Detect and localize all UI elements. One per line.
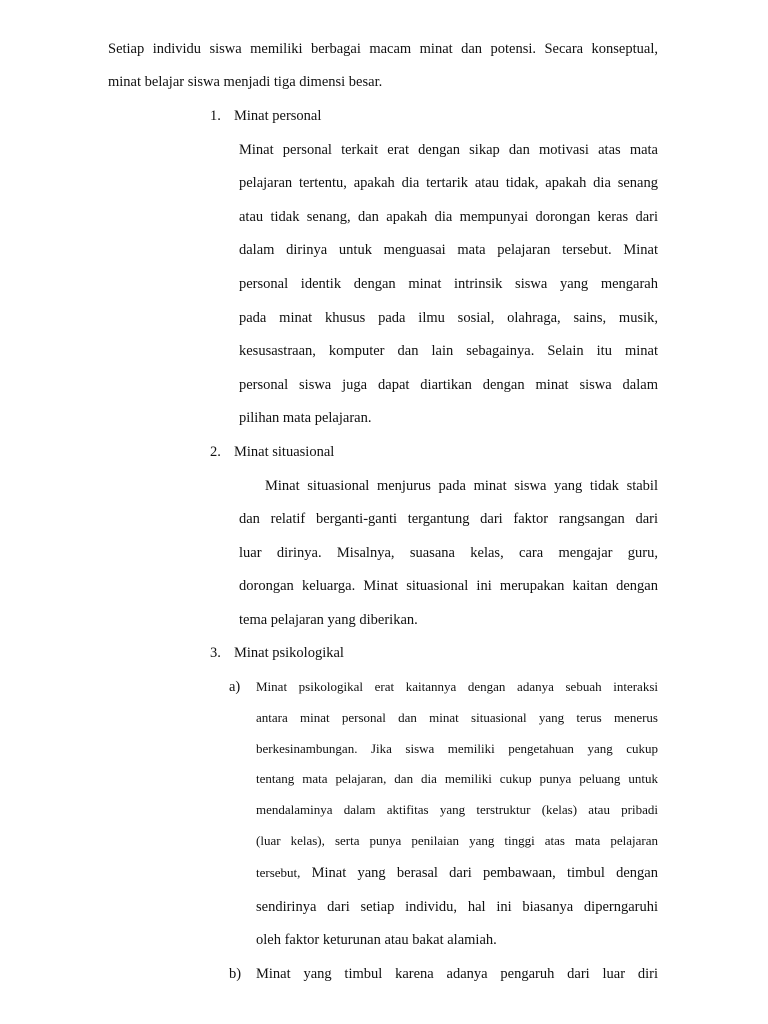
subitem-a-line: tentang mata pelajaran, dan dia memiliki cukup punya peluang untuk [256, 771, 658, 786]
intro-line-2: minat belajar siswa menjadi tiga dimensi besar. [108, 74, 383, 90]
item-1-line: Minat personal terkait erat dengan sikap dan motivasi atas mata [239, 142, 658, 158]
item-2-title: Minat situasional [234, 444, 335, 460]
intro-line-1: Setiap individu siswa memiliki berbagai macam minat dan potensi. Secara konseptual, [108, 41, 658, 57]
subitem-a-line: (luar kelas), serta punya penilaian yang tinggi atas mata pelajaran [256, 833, 658, 848]
item-1-line: pada minat khusus pada ilmu sosial, olahraga, sains, musik, [239, 310, 658, 326]
item-1-line: pilihan mata pelajaran. [239, 410, 372, 426]
subitem-a-line: sendirinya dari setiap individu, hal ini biasanya diperngaruhi [256, 899, 658, 915]
item-1-line: personal identik dengan minat intrinsik siswa yang mengarah [239, 276, 658, 292]
item-2-line: luar dirinya. Misalnya, suasana kelas, cara mengajar guru, [239, 545, 658, 561]
item-1-line: atau tidak senang, dan apakah dia mempunyai dorongan keras dari [239, 209, 658, 225]
item-1-line: dalam dirinya untuk menguasai mata pelajaran tersebut. Minat [239, 242, 658, 258]
item-2-line: tema pelajaran yang diberikan. [239, 612, 418, 628]
item-2-number: 2. [210, 444, 221, 460]
item-1-title: Minat personal [234, 108, 322, 124]
subitem-b-line: Minat yang timbul karena adanya pengaruh dari luar diri [256, 966, 658, 982]
subitem-a-mixed-line [256, 863, 658, 883]
subitem-a-marker: a) [229, 679, 241, 695]
subitem-a-line: antara minat personal dan minat situasional yang terus menerus [256, 710, 658, 725]
subitem-a-line: Minat psikologikal erat kaitannya dengan adanya sebuah interaksi [256, 679, 658, 694]
subitem-a-line: oleh faktor keturunan atau bakat alamiah. [256, 932, 497, 948]
item-2-line: Minat situasional menjurus pada minat siswa yang tidak stabil [265, 478, 658, 494]
subitem-a-line: mendalaminya dalam aktifitas yang terstruktur (kelas) atau pribadi [256, 802, 658, 817]
item-1-number: 1. [210, 108, 221, 124]
subitem-b-marker: b) [229, 966, 242, 982]
item-3-number: 3. [210, 645, 221, 661]
subitem-a-mixed-normal: Minat yang berasal dari pembawaan, timbul dengan [300, 865, 658, 881]
subitem-a-line: berkesinambungan. Jika siswa memiliki pengetahuan yang cukup [256, 741, 658, 756]
item-2-line: dorongan keluarga. Minat situasional ini merupakan kaitan dengan [239, 578, 658, 594]
item-1-line: kesusastraan, komputer dan lain sebagainya. Selain itu minat [239, 343, 658, 359]
subitem-a-mixed-small: tersebut, [256, 865, 301, 880]
item-1-line: pelajaran tertentu, apakah dia tertarik atau tidak, apakah dia senang [239, 175, 658, 191]
item-2-line: dan relatif berganti-ganti tergantung dari faktor rangsangan dari [239, 511, 658, 527]
item-3-title: Minat psikologikal [234, 645, 344, 661]
item-1-line: personal siswa juga dapat diartikan dengan minat siswa dalam [239, 377, 658, 393]
